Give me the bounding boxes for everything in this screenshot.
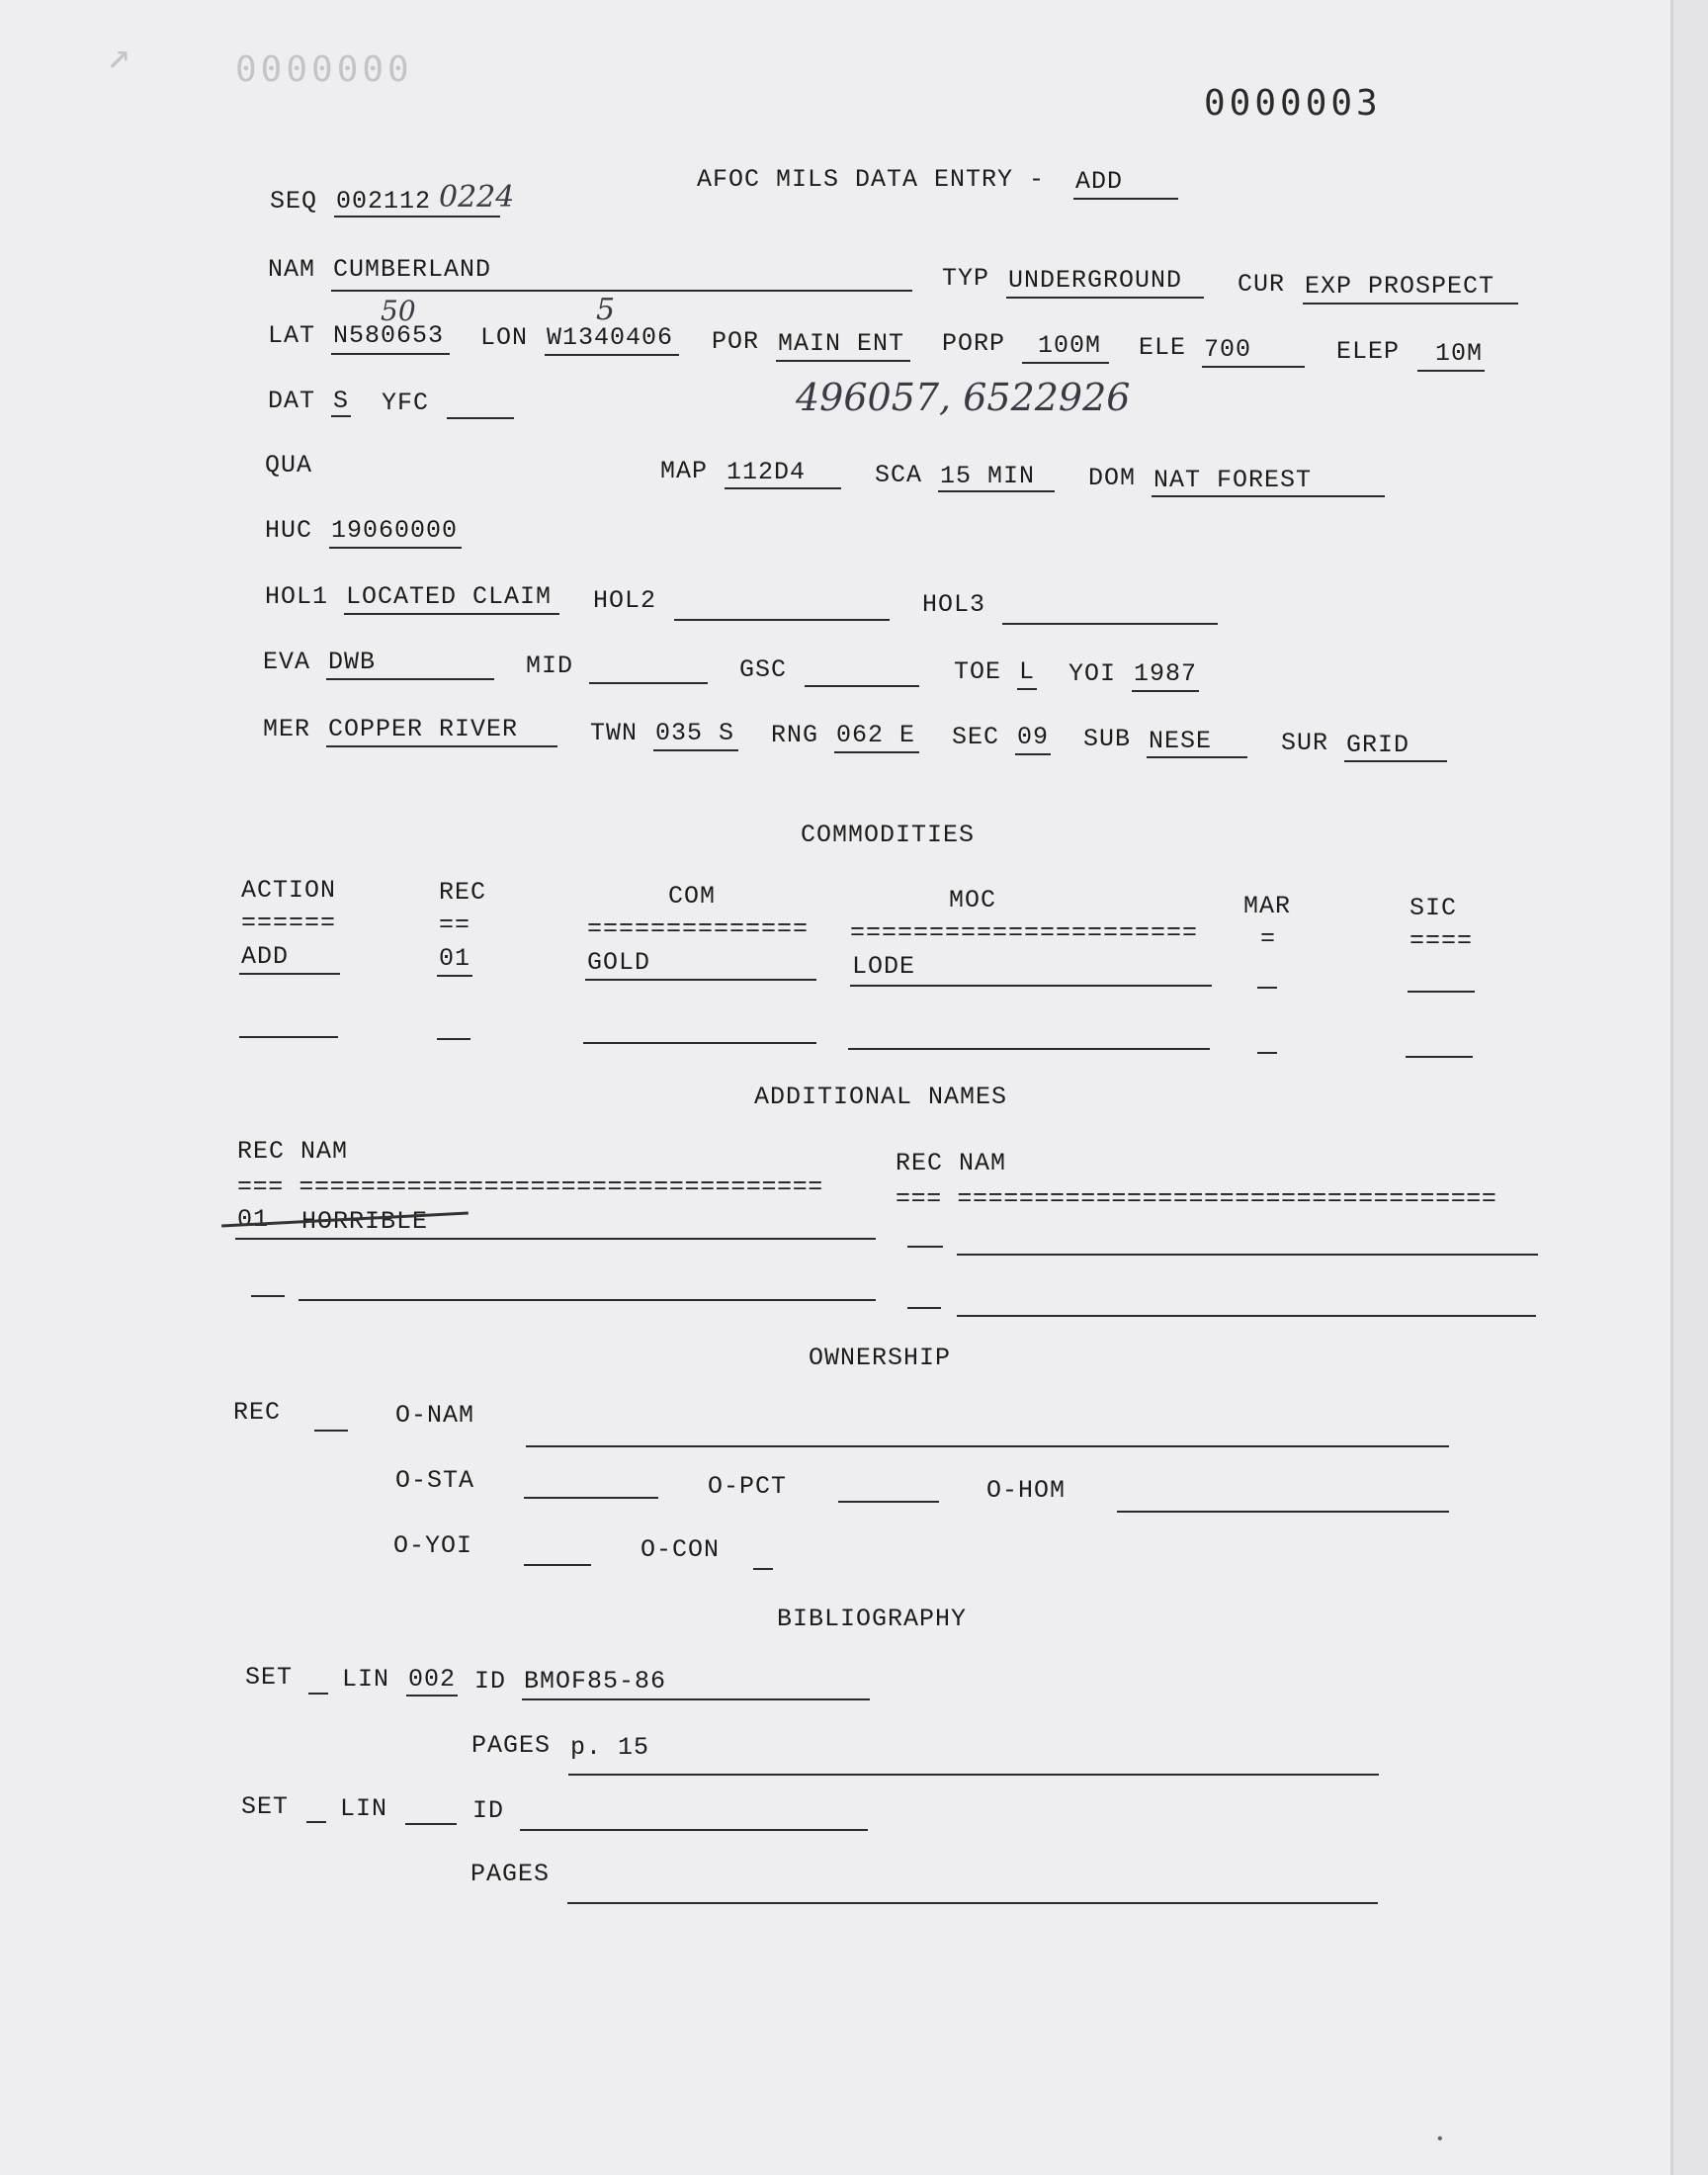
form-title: AFOC MILS DATA ENTRY - <box>697 165 1062 194</box>
bib-2-set-label: SET <box>241 1792 290 1821</box>
cur-label: CUR <box>1238 270 1286 299</box>
rng-value[interactable]: 062 E <box>836 721 916 749</box>
commodity-row-1-com[interactable]: GOLD <box>587 948 651 977</box>
o-hom-label: O-HOM <box>986 1476 1067 1505</box>
additional-names-rule-left: === ================================== <box>237 1173 823 1201</box>
o-nam-label: O-NAM <box>395 1401 475 1430</box>
col-header-mar: MAR <box>1243 892 1292 920</box>
dat-value[interactable]: S <box>333 387 350 415</box>
bib-1-pages-label: PAGES <box>471 1731 552 1760</box>
hol1-label: HOL1 <box>265 582 329 611</box>
sca-label: SCA <box>875 461 923 489</box>
yfc-label: YFC <box>382 389 430 417</box>
sub-label: SUB <box>1083 725 1132 753</box>
rule-sic: ==== <box>1409 926 1474 955</box>
col-header-rec: REC <box>439 878 487 907</box>
bib-1-id-value[interactable]: BMOF85-86 <box>524 1667 667 1696</box>
rule-com: ============== <box>587 914 810 943</box>
bib-1-pages-value[interactable]: p. 15 <box>570 1733 650 1762</box>
toe-label: TOE <box>954 657 1002 686</box>
additional-names-rule-right: === =================================== <box>896 1184 1497 1213</box>
rule-mar: = <box>1260 924 1277 953</box>
eva-label: EVA <box>263 648 311 676</box>
lat-value[interactable]: N580653 <box>333 321 445 350</box>
map-label: MAP <box>660 457 709 485</box>
dat-label: DAT <box>268 387 316 415</box>
twn-value[interactable]: 035 S <box>655 719 735 747</box>
bib-1-lin-value[interactable]: 002 <box>408 1665 457 1694</box>
mid-label: MID <box>526 652 574 680</box>
bib-2-pages-label: PAGES <box>470 1860 551 1888</box>
hol1-value[interactable]: LOCATED CLAIM <box>346 582 553 611</box>
additional-names-header-left: REC NAM <box>237 1137 349 1166</box>
porp-value[interactable]: 100M <box>1038 331 1102 360</box>
nam-label: NAM <box>268 255 316 284</box>
lat-label: LAT <box>268 321 316 350</box>
o-pct-label: O-PCT <box>708 1472 788 1501</box>
commodity-row-1-action[interactable]: ADD <box>241 942 290 971</box>
additional-names-title: ADDITIONAL NAMES <box>754 1083 1008 1111</box>
porp-label: PORP <box>942 329 1006 358</box>
corner-mark: ↗ <box>107 37 132 81</box>
seq-value[interactable]: 002112 <box>336 187 432 216</box>
sur-label: SUR <box>1281 729 1329 757</box>
seq-label: SEQ <box>270 187 318 216</box>
por-value[interactable]: MAIN ENT <box>778 329 905 358</box>
o-sta-label: O-STA <box>395 1466 475 1495</box>
sec-label: SEC <box>952 723 1000 751</box>
ele-value[interactable]: 700 <box>1204 335 1252 364</box>
rule-moc: ====================== <box>850 918 1199 947</box>
yoi-label: YOI <box>1068 659 1117 688</box>
dom-label: DOM <box>1088 464 1137 492</box>
bib-1-id-label: ID <box>474 1667 507 1696</box>
sub-value[interactable]: NESE <box>1149 727 1213 755</box>
lon-handwritten: 5 <box>596 293 616 327</box>
rule-rec: == <box>439 911 471 939</box>
por-label: POR <box>712 327 760 356</box>
qua-label: QUA <box>265 451 313 479</box>
bib-2-id-label: ID <box>472 1796 505 1825</box>
scan-speck: • <box>1435 2131 1446 2148</box>
ownership-title: OWNERSHIP <box>809 1344 952 1372</box>
elep-value[interactable]: 10M <box>1435 339 1484 368</box>
form-action: ADD <box>1075 167 1124 196</box>
hol2-label: HOL2 <box>593 586 657 615</box>
typ-label: TYP <box>942 264 990 293</box>
elep-label: ELEP <box>1336 337 1401 366</box>
nam-value[interactable]: CUMBERLAND <box>333 255 492 284</box>
cur-value[interactable]: EXP PROSPECT <box>1305 272 1495 301</box>
rng-label: RNG <box>771 721 819 749</box>
col-header-com: COM <box>668 882 717 911</box>
lat-handwritten: 50 <box>381 295 416 327</box>
map-value[interactable]: 112D4 <box>726 458 807 486</box>
bibliography-title: BIBLIOGRAPHY <box>777 1605 968 1633</box>
additional-name-rec[interactable]: 01 <box>237 1205 270 1234</box>
coords-handwritten: 496057, 6522926 <box>796 376 1131 419</box>
o-con-label: O-CON <box>640 1535 721 1564</box>
col-header-moc: MOC <box>949 886 997 914</box>
corner-stamp: 0000000 <box>235 49 413 90</box>
col-header-action: ACTION <box>241 876 337 905</box>
col-header-sic: SIC <box>1409 894 1458 922</box>
huc-value[interactable]: 19060000 <box>331 516 459 545</box>
bib-1-lin-label: LIN <box>342 1665 390 1694</box>
ele-label: ELE <box>1139 333 1187 362</box>
commodities-title: COMMODITIES <box>801 821 976 849</box>
bib-2-lin-label: LIN <box>340 1794 388 1823</box>
toe-value[interactable]: L <box>1019 657 1036 686</box>
ownership-rec-label: REC <box>233 1398 282 1427</box>
sec-value[interactable]: 09 <box>1017 723 1050 751</box>
sur-value[interactable]: GRID <box>1346 731 1410 759</box>
sca-value[interactable]: 15 MIN <box>940 462 1036 490</box>
commodity-row-1-rec[interactable]: 01 <box>439 944 471 973</box>
yoi-value[interactable]: 1987 <box>1134 659 1198 688</box>
bib-1-set-label: SET <box>245 1663 294 1692</box>
additional-names-header-right: REC NAM <box>896 1149 1007 1177</box>
rule-action: ====== <box>241 909 337 937</box>
mer-value[interactable]: COPPER RIVER <box>328 715 519 743</box>
hol3-label: HOL3 <box>922 590 986 619</box>
gsc-label: GSC <box>739 655 788 684</box>
additional-name-value[interactable]: HORRIBLE <box>301 1207 429 1236</box>
dom-value[interactable]: NAT FOREST <box>1153 466 1313 494</box>
twn-label: TWN <box>590 719 639 747</box>
huc-label: HUC <box>265 516 313 545</box>
lon-label: LON <box>480 323 529 352</box>
mer-label: MER <box>263 715 311 743</box>
page-number: 0000003 <box>1204 83 1382 124</box>
eva-value[interactable]: DWB <box>328 648 377 676</box>
commodity-row-1-moc[interactable]: LODE <box>852 952 916 981</box>
lon-value[interactable]: W1340406 <box>547 323 674 352</box>
typ-value[interactable]: UNDERGROUND <box>1008 266 1183 295</box>
seq-handwritten: 0224 <box>439 180 515 215</box>
o-yoi-label: O-YOI <box>393 1531 473 1560</box>
